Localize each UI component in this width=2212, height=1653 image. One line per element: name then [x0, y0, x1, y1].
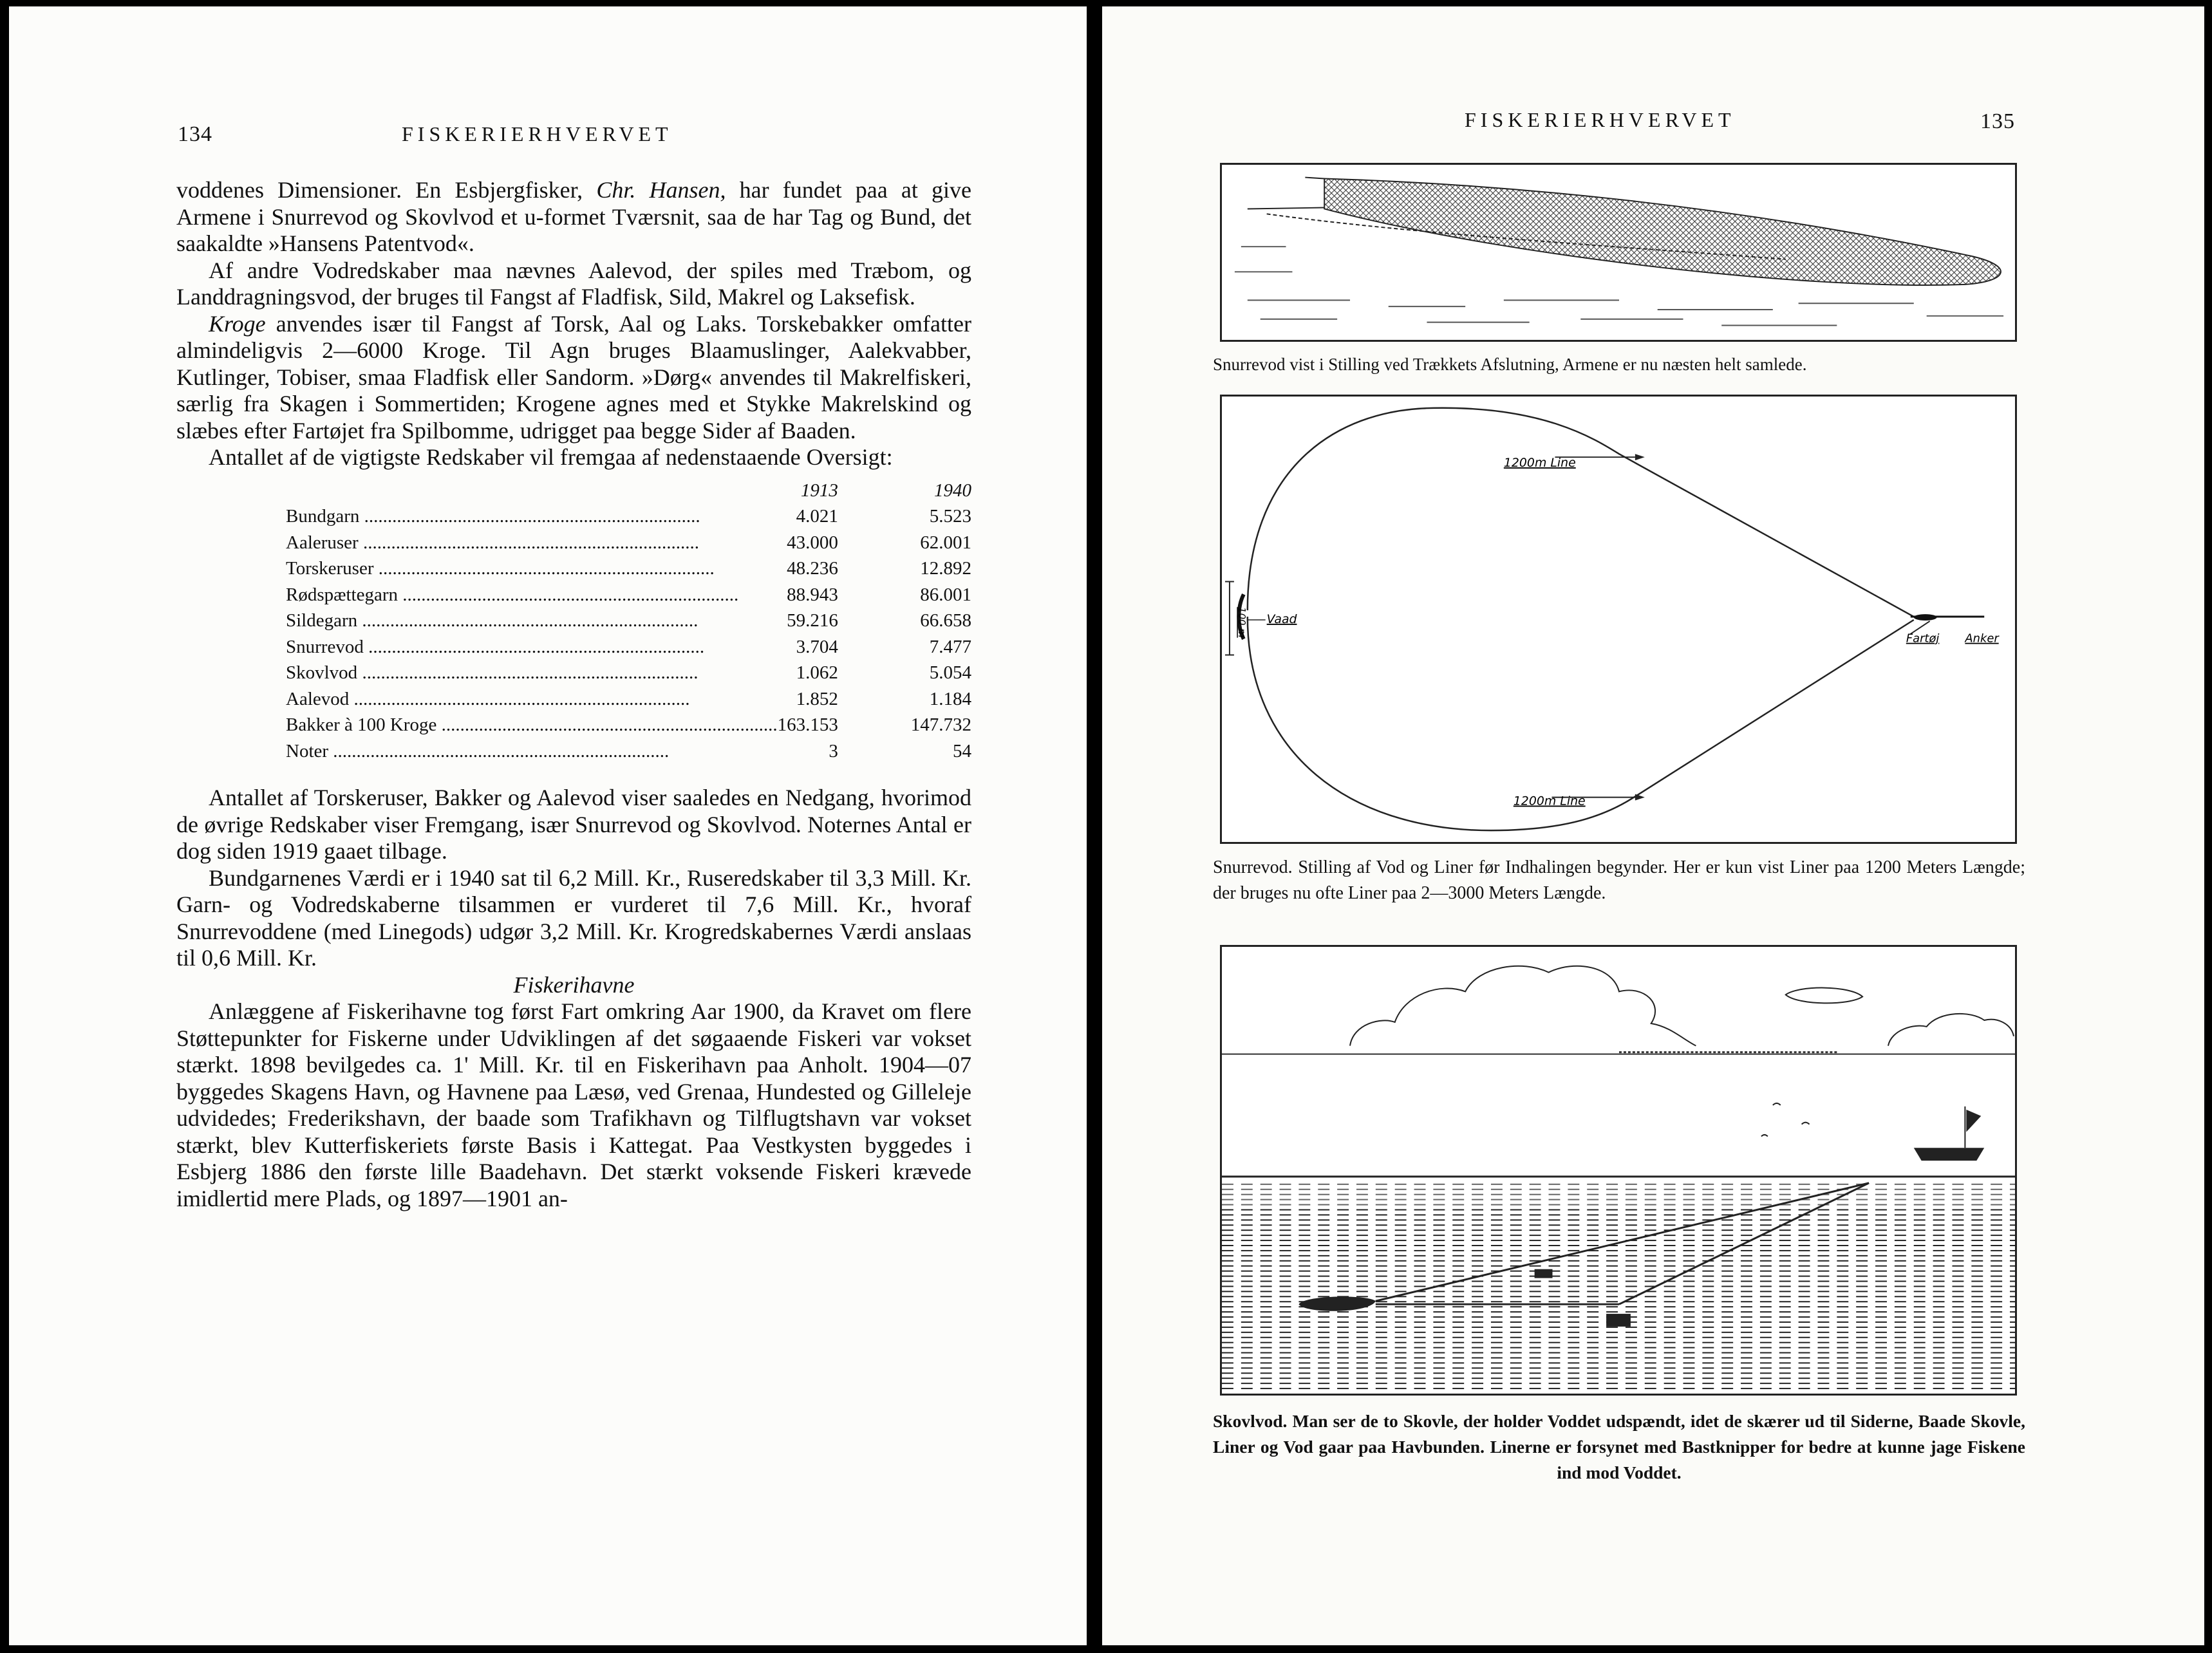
value-1913: 3.704 [796, 636, 838, 657]
gear-name: Torskeruser ..... [286, 556, 778, 582]
column-header-1940: 1940 [934, 480, 971, 501]
table-row [286, 530, 971, 556]
running-head: FISKERIERHVERVET [1465, 108, 1736, 131]
value-1913: 88.943 [787, 584, 838, 605]
value-1940: 1.184 [929, 688, 971, 709]
line-label-top: 1200m Line [1503, 456, 1576, 471]
value-1913: 163.153 [777, 714, 838, 735]
value-1940: 5.054 [929, 662, 971, 683]
table-row [286, 556, 971, 582]
skovlvod-illustration [1220, 945, 2017, 1396]
section-heading: Fiskerihavne [513, 971, 635, 998]
table-header [286, 478, 971, 504]
value-1940: 5.523 [929, 506, 971, 527]
gear-name: Rødspættegarn ..... [286, 582, 778, 608]
snurrevod-net-illustration [1220, 163, 2017, 342]
gear-name: Snurrevod ..... [286, 634, 778, 660]
table-row [286, 686, 971, 713]
value-1913: 48.236 [787, 558, 838, 579]
vaad-label: Vaad [1266, 612, 1297, 626]
value-1940: 7.477 [929, 636, 971, 657]
table-row [286, 582, 971, 608]
value-1913: 3 [829, 740, 838, 761]
gear-name: Sildegarn ..... [286, 608, 778, 634]
paragraph: Anlæggene af Fiskerihavne tog først Fart omkring Aar 1900, da Kravet om flere Støttepunkter for Fiskerne under Udviklingen af det søgaaende Fiskeri var vokset stærkt. 1898 bevilgedes ca. 1' Mill. Kr. til en Fiskerihavn paa Anholt. 1904—07 byggedes Skagens Havn, og Havnene paa Læsø, ved Grenaa, Hundested og Gilleleje udvidedes; Frederikshavn, der baade som Trafikhavn og Tilflugtshavn var vokset stærkt, blev Kutterfiskeriets første Basis i Kattegat. Paa Vestkysten byggedes i Esbjerg 1886 den første lille Baadehavn. Det stærkt voksende Fiskeri krævede imidlertid mere Plads, og 1897—1901 an- [176, 998, 971, 1211]
paragraph: Bundgarnenes Værdi er i 1940 sat til 6,2 Mill. Kr., Ruseredskaber til 3,3 Mill. Kr. Garn- og Vodredskaberne tilsammen er vurderet til 7,6 Mill. Kr., hvoraf Snurrevoddene (med Linegods) udgør 3,2 Mill. Kr. Krogredskabernes Værdi anslaas til 0,6 Mill. Kr. [176, 864, 971, 971]
gear-name: Noter ..... [286, 738, 778, 765]
figure-caption-1: Snurrevod vist i Stilling ved Trækkets Afslutning, Armene er nu næsten helt samlede. [1213, 355, 1807, 374]
gear-name: Skovlvod ..... [286, 660, 778, 686]
table-row [286, 712, 971, 738]
value-1940: 86.001 [920, 584, 971, 605]
gear-name: Bundgarn ..... [286, 503, 778, 530]
text-column [176, 177, 971, 1212]
value-1913: 4.021 [796, 506, 838, 527]
column-header-1913: 1913 [800, 480, 838, 501]
gear-name: Bakker à 100 Kroge ..... [286, 712, 778, 738]
right-page [1102, 6, 2204, 1645]
paragraph: Antallet af Torskeruser, Bakker og Aalevod viser saaledes en Nedgang, hvorimod de øvrige Redskaber viser Fremgang, især Snurrevod og Skovlvod. Noternes Antal er dog siden 1919 gaaet tilbage. [176, 785, 971, 864]
value-1913: 43.000 [787, 532, 838, 553]
value-1940: 62.001 [920, 532, 971, 553]
width-label: 100 m [1235, 607, 1248, 638]
value-1940: 147.732 [910, 714, 971, 735]
value-1913: 1.062 [796, 662, 838, 683]
value-1940: 66.658 [920, 610, 971, 631]
snurrevod-line-diagram [1220, 395, 2017, 844]
page-number: 134 [178, 122, 212, 146]
running-head: FISKERIERHVERVET [402, 122, 673, 145]
value-1940: 54 [953, 740, 971, 761]
anker-label: Anker [1965, 631, 1999, 646]
gear-statistics-table [286, 478, 971, 765]
page-number: 135 [1980, 109, 2015, 133]
table-row [286, 738, 971, 765]
gear-name: Aaleruser ..... [286, 530, 778, 556]
figure-caption-3: Skovlvod. Man ser de to Skovle, der holder Voddet udspændt, idet de skærer ud til Siderne, Baade Skovle, Liner og Vod gaar paa Havbunden. Linerne er forsynet med Bastknipper for bedre at kunne jage Fiskene ind mod Voddet. [1213, 1411, 2025, 1482]
figure-caption-2: Snurrevod. Stilling af Vod og Liner før Indhalingen begynder. Her er kun vist Liner paa 1200 Meters Længde; der bruges nu ofte Liner paa 2—3000 Meters Længde. [1213, 857, 2025, 903]
paragraph: Af andre Vodredskaber maa nævnes Aalevod, der spiles med Træbom, og Landdragningsvod, der bruges til Fangst af Fladfisk, Sild, Makrel og Laksefisk. [176, 257, 971, 310]
table-row [286, 608, 971, 634]
left-page [9, 6, 1087, 1645]
gear-name: Aalevod ..... [286, 686, 778, 713]
paragraph: Kroge anvendes især til Fangst af Torsk, Aal og Laks. Torskebakker omfatter almindeligvis 2—6000 Kroge. Til Agn bruges Blaamuslinger, Aalekvabber, Kutlinger, Tobiser, smaa Fladfisk eller Sandorm. »Dørg« anvendes til Makrelfiskeri, særlig fra Skagen i Sommertiden; Krogene agnes med et Stykke Makrelskind og slæbes efter Fartøjet fra Spilbomme, udrigget paa begge Sider af Baaden. [176, 310, 971, 444]
value-1913: 59.216 [787, 610, 838, 631]
fartoj-label: Fartøj [1906, 631, 1940, 646]
table-row [286, 503, 971, 530]
table-row [286, 660, 971, 686]
table-row [286, 634, 971, 660]
value-1940: 12.892 [920, 558, 971, 579]
value-1913: 1.852 [796, 688, 838, 709]
paragraph: voddenes Dimensioner. En Esbjergfisker, Chr. Hansen, har fundet paa at give Armene i Snurrevod og Skovlvod et u-formet Tværsnit, saa de har Tag og Bund, det saakaldte »Hansens Patentvod«. [176, 177, 971, 256]
paragraph: Antallet af de vigtigste Redskaber vil fremgaa af nedenstaaende Oversigt: [209, 444, 893, 470]
line-label-bottom: 1200m Line [1513, 794, 1586, 808]
